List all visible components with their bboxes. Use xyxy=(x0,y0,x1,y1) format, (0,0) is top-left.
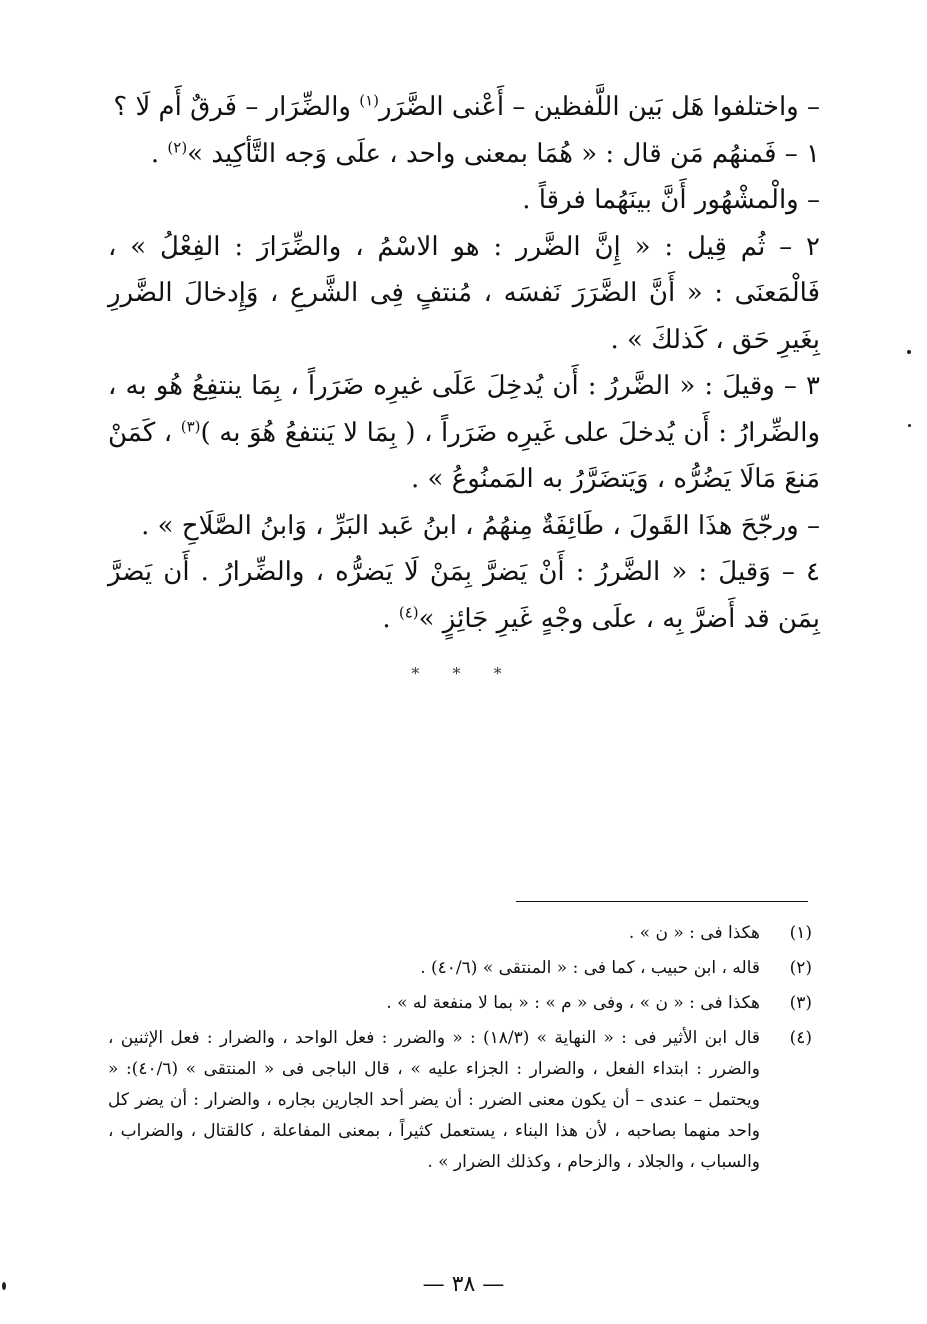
scan-speck xyxy=(907,350,911,354)
scan-speck xyxy=(908,424,911,427)
footnote-text: هكذا فى : « ن » ، وفى « م » : « بما لا منفعة له » . xyxy=(386,993,760,1013)
footnote-2 xyxy=(108,953,812,984)
paragraph-2-text: ١ – فَمنهُم مَن قال : « هُمَا بمعنى واحد ، علَى وَجه التَّأكِيد » xyxy=(187,138,820,169)
section-separator: * * * xyxy=(411,664,516,683)
paragraph-2-end: . xyxy=(150,138,168,169)
paragraph-3: – والْمشْهُور أَنَّ بينَهُما فرقاً . xyxy=(522,185,820,215)
paragraph-6: – ورجّحَ هذَا القَولَ ، طَائِفَةٌ مِنهُمُ ، ابنُ عَبد البَرِّ ، وَابنُ الصَّلَاحِ » . xyxy=(141,510,820,541)
footnote-text: هكذا فى : « ن » . xyxy=(628,923,760,943)
footnote-3 xyxy=(108,988,812,1019)
footnote-divider xyxy=(516,901,808,902)
footnote-number: (٤) xyxy=(789,1028,812,1048)
paragraph-5 xyxy=(108,363,820,503)
footnote-number: (١) xyxy=(789,923,812,943)
footnote-ref-3: (٣) xyxy=(180,416,201,435)
footnote-1 xyxy=(108,918,812,949)
footnote-text: قال ابن الأثير فى : « النهاية » (١٨/٣) : « والضرر : فعل الواحد ، والضرار : فعل الإثنين ، والضرر : ابتداء الفعل ، والضرار : الجزاء عليه » ، قال الباجى فى « المنتقى » (٤٠/٦): « ويحتمل – عندى – أن يكون معنى الضرر : أن يضر أحد الجارين بجاره ، والضرار : أن يضر كل واحد منهما بصاحبه ، لأن هذا البناء ، يستعمل كثيراً ، بمعنى المفاعلة ، كالقتال ، والضراب ، والسباب ، والجلاد ، والزحام ، وكذلك الضرار » . xyxy=(108,1028,760,1172)
paragraph-1-text: – واختلفوا هَل بَين اللَّفظين – أَعْنى الضَّرَر xyxy=(379,92,820,122)
footnote-ref-2: (٢) xyxy=(167,137,188,156)
paragraph-7-text: ٤ – وَقيلَ : « الضَّررُ : أَنْ يَضرَّ بِمَنْ لَا يَضرُّه ، والضِّرارُ . أَن يَضرَّ بِمَن قد أَضرَّ بِه ، علَى وجْهٍ غَيرِ جَائِزٍ » xyxy=(108,557,820,634)
page-number: — ٣٨ — xyxy=(422,1272,505,1297)
paragraph-2 xyxy=(108,131,820,178)
paragraph-7-end: . xyxy=(382,603,399,634)
footnote-number: (٢) xyxy=(789,958,812,978)
footnote-text: قاله ، ابن حبيب ، كما فى : « المنتقى » (٤٠/٦) . xyxy=(420,958,760,978)
footnotes-block xyxy=(108,918,812,1182)
paragraph-7 xyxy=(108,549,820,642)
footnote-ref-1: (١) xyxy=(359,91,380,110)
paragraph-5-end: ، كَمَنْ مَنعَ مَالَا يَضُرُّه ، وَيَتضَرَّرُ به المَمنُوعُ » . xyxy=(108,417,820,494)
paragraph-1 xyxy=(108,84,820,131)
footnote-number: (٣) xyxy=(789,993,812,1013)
paragraph-1-end: والضِّرَار – فَرقٌ أَم لَا ؟ xyxy=(113,92,360,122)
paragraph-5-text: ٣ – وقيلَ : « الضَّررُ : أَن يُدخِلَ عَلَى غيرِه ضَرَراً ، بِمَا ينتفِعُ هُو به ، والضِّرارُ : أَن يُدخلَ على غَيرِه ضَرَراً ، ( بِمَا لا يَنتفعُ هُوَ به ) xyxy=(108,371,821,448)
scan-speck xyxy=(2,1282,6,1290)
paragraph-4: ٢ – ثُم قِيل : « إِنَّ الضَّرر : هو الاسْمُ ، والضِّرَارَ : الفِعْلُ » ، فَالْمَعنَى : « أَنَّ الضَّرَرَ نَفسَه ، مُنتفٍ فِى الشَّرعِ ، وَإِدخالَ الضَّررِ بِغَيرِ حَق ، كَذلكَ » . xyxy=(108,231,820,355)
footnote-ref-4: (٤) xyxy=(398,602,419,621)
footnote-4 xyxy=(108,1023,812,1178)
main-text-block xyxy=(108,84,820,642)
